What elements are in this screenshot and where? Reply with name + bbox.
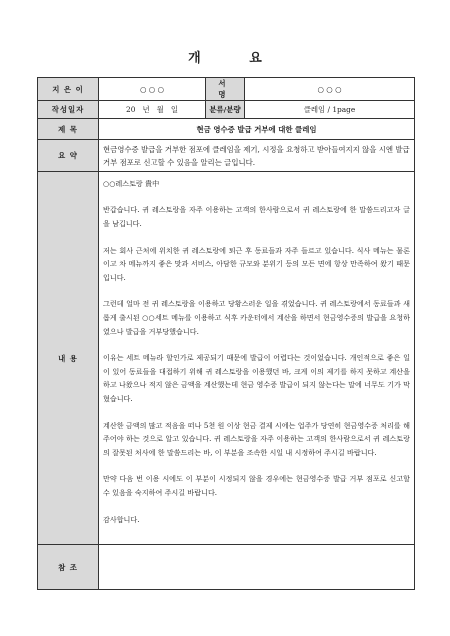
signature-label: 서 명 — [206, 78, 245, 101]
summary-label: 요 약 — [38, 140, 99, 172]
content-paragraph: 그런데 얼마 전 귀 레스토랑을 이용하고 당황스러운 일을 겪었습니다. 귀 레스토랑에서 동료들과 새롭게 출시된 ○○세트 메뉴를 이용하고 식후 카운터에서 계산을 하면서 현금영수증의 발급을 요청하였으나 발급을 거부당했습니다. — [103, 299, 410, 336]
document-title: 개 요 — [188, 51, 284, 66]
date-label: 작성일자 — [38, 101, 99, 119]
date-row — [38, 101, 415, 119]
author-row — [38, 78, 415, 101]
subject-value: 현금 영수증 발급 거부에 대한 클레임 — [99, 119, 415, 140]
category-value: 클레임 / 1page — [245, 101, 415, 119]
summary-row — [38, 140, 415, 172]
author-label: 지 은 이 — [38, 78, 99, 101]
subject-label: 제 목 — [38, 119, 99, 140]
category-label: 분류/분량 — [206, 101, 245, 119]
author-value: ○ ○ ○ — [99, 78, 206, 101]
content-paragraph: 이유는 세트 메뉴라 할인가로 제공되기 때문에 발급이 어렵다는 것이었습니다. 개인적으로 좋은 일이 있어 동료들을 대접하기 위해 귀 레스토랑을 이용했던 바, 크게 이의 제기를 하지 못하고 계산을 하고 나왔으나 적지 않은 금액을 계산했는데 현금 영수증 발급이 되지 않는다는 말에 너무도 기가 막혔습니다. — [103, 353, 410, 403]
date-value: 20 년 월 일 — [99, 101, 206, 119]
summary-form-table — [37, 77, 415, 590]
reference-row — [38, 545, 415, 590]
content-paragraph: 저는 회사 근처에 위치한 귀 레스토랑에 퇴근 후 동료들과 자주 들르고 있습니다. 식사 메뉴는 물론이고 차 메뉴까지 좋은 맛과 서비스, 아담한 규모와 분위기 등의 모든 면에 항상 만족하여 왔기 때문입니다. — [103, 245, 410, 282]
summary-value: 현금영수증 발급을 거부한 점포에 클레임을 제기, 시정을 요청하고 받아들여지지 않을 시엔 발급 거부 점포로 신고할 수 있음을 알리는 글입니다. — [99, 140, 415, 172]
content-heading: ○○레스토랑 貴中 — [103, 178, 160, 188]
content-paragraph: 반갑습니다. 귀 레스토랑을 자주 이용하는 고객의 한사람으로서 귀 레스토랑에 한 말씀드리고자 글을 남깁니다. — [103, 205, 410, 229]
content-row — [38, 172, 415, 545]
content-label: 내 용 — [38, 172, 99, 545]
content-paragraph: 계산한 금액의 많고 적음을 떠나 5천 원 이상 현금 결제 시에는 업주가 당연히 현금영수증 처리를 해주어야 하는 것으로 알고 있습니다. 귀 레스토랑을 자주 이용하는 고객의 한사람으로서 귀 레스토랑의 잘못된 처사에 한 말씀드리는 바, 이 부분을 조속한 시일 내 시정하여 주시길 바랍니다. — [103, 420, 410, 457]
reference-value — [99, 545, 415, 590]
content-body — [99, 172, 415, 545]
content-paragraph: 만약 다음 번 이용 시에도 이 부분이 시정되지 않을 경우에는 현금영수증 발급 거부 점포로 신고할 수 있음을 숙지하여 주시길 바랍니다. — [103, 474, 410, 497]
content-closing: 감사합니다. — [103, 514, 140, 524]
signature-value: ○ ○ ○ — [245, 78, 415, 101]
reference-label: 참 조 — [38, 545, 99, 590]
subject-row — [38, 119, 415, 140]
